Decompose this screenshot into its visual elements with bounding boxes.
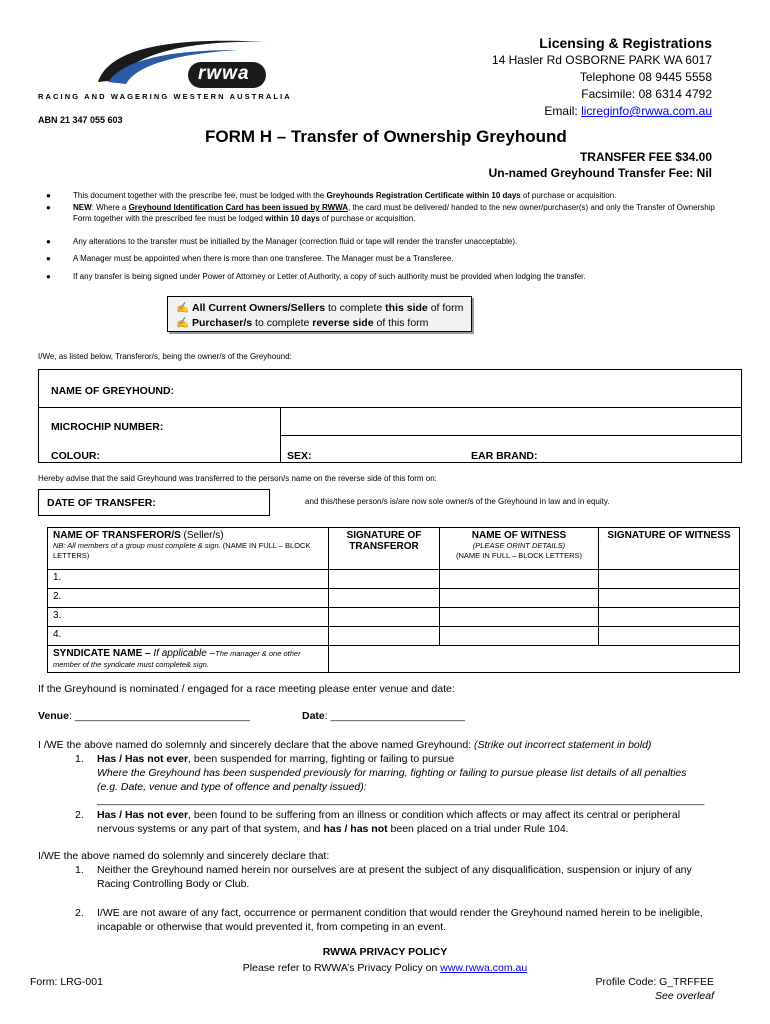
penalty-details-instruction: Where the Greyhound has been suspended previously for marring, fighting or failing to pursue please list details of all penalties (e.g. Date, venue and type of offence and penalty issued): xyxy=(97,767,687,793)
address: 14 Hasler Rd OSBORNE PARK WA 6017 xyxy=(491,53,712,67)
email-label: Email: xyxy=(544,104,582,118)
date-of-transfer-label: DATE OF TRANSFER: xyxy=(47,497,156,509)
declaration-2-num-2: 2. xyxy=(75,907,84,919)
abn: ABN 21 347 055 603 xyxy=(38,115,123,125)
telephone: Telephone 08 9445 5558 xyxy=(579,70,712,84)
declaration-2-num-1: 1. xyxy=(75,864,84,876)
see-overleaf: See overleaf xyxy=(655,990,714,1002)
notice-owners: ✍ All Current Owners/Sellers to complete this side of form xyxy=(176,302,464,314)
table-row xyxy=(48,589,740,608)
table-row xyxy=(48,627,740,646)
privacy-link[interactable]: www.rwwa.com.au xyxy=(440,962,528,974)
bullet-4: A Manager must be appointed when there is more than one transferee. The Manager must be a Transferee. xyxy=(73,254,454,263)
row-number[interactable]: 2. xyxy=(48,589,329,608)
rwwa-logo xyxy=(38,32,328,104)
table-row xyxy=(48,570,740,589)
profile-code: Profile Code: G_TRFFEE xyxy=(595,976,714,988)
form-number: Form: LRG-001 xyxy=(30,976,103,988)
form-title: FORM H – Transfer of Ownership Greyhound xyxy=(205,127,567,146)
declaration-1-intro: I /WE the above named do solemnly and sincerely declare that the above named Greyhound: (Strike out incorrect statement in bold) xyxy=(38,739,652,751)
syndicate-row xyxy=(48,646,740,673)
venue-field[interactable]: Venue: ______________________________ xyxy=(38,710,250,722)
rwwa-swoosh-icon xyxy=(38,32,328,92)
transferor-intro: I/We, as listed below, Transferor/s, being the owner/s of the Greyhound: xyxy=(38,352,292,361)
privacy-title: RWWA PRIVACY POLICY xyxy=(322,946,448,958)
table-row xyxy=(48,608,740,627)
facsimile: Facsimile: 08 6314 4792 xyxy=(581,87,712,101)
row-number[interactable]: 3. xyxy=(48,608,329,627)
notice-purchasers: ✍ Purchaser/s to complete reverse side of this form xyxy=(176,317,429,329)
syndicate-name-field[interactable] xyxy=(329,646,740,673)
declaration-2-item-1: Neither the Greyhound named herein nor ourselves are at present the subject of any disqualification, suspension or injury of any Racing Controlling Body or Club. xyxy=(97,864,692,890)
declaration-2-item-2: I/WE are not aware of any fact, occurrence or permanent condition that would render the Greyhound named herein to be ineligible, incapable or otherwise that would prevented it, from competing in an event. xyxy=(97,907,703,933)
bullet-3: Any alterations to the transfer must be initialled by the Manager (correction fluid or tape will render the transfer unacceptable). xyxy=(73,237,518,246)
col-header-signature-witness: SIGNATURE OF WITNESS xyxy=(599,528,740,570)
pen-icon: ✍ xyxy=(176,302,190,314)
org-name: RACING AND WAGERING WESTERN AUSTRALIA xyxy=(38,92,292,101)
declaration-2-intro: I/WE the above named do solemnly and sincerely declare that: xyxy=(38,850,330,862)
privacy-text: Please refer to RWWA’s Privacy Policy on www.rwwa.com.au xyxy=(242,962,528,974)
sex-label: SEX: xyxy=(287,450,312,462)
contact-block xyxy=(492,34,712,120)
name-of-greyhound-label: NAME OF GREYHOUND: xyxy=(51,385,175,397)
unnamed-fee: Un-named Greyhound Transfer Fee: Nil xyxy=(488,166,712,180)
greyhound-details-table xyxy=(38,369,742,463)
email-link[interactable]: licreginfo@rwwa.com.au xyxy=(581,104,712,118)
ear-brand-label: EAR BRAND: xyxy=(471,450,538,462)
declaration-1-num-2: 2. xyxy=(75,809,84,821)
pen-icon: ✍ xyxy=(176,317,190,329)
microchip-field[interactable] xyxy=(283,410,738,432)
transferor-table xyxy=(47,527,740,673)
bullet-5: If any transfer is being signed under Power of Attorney or Letter of Authority, a copy of such authority must be provided when lodging the transfer. xyxy=(73,272,586,281)
bullet-icon: ● xyxy=(46,237,51,246)
col-header-signature-transferor: SIGNATURE OF TRANSFEROR xyxy=(329,528,440,570)
department-title: Licensing & Registrations xyxy=(539,35,712,51)
declaration-1-num-1: 1. xyxy=(75,753,84,765)
declaration-1-item-1: Has / Has not ever, been suspended for marring, fighting or failing to pursue xyxy=(97,753,455,765)
penalty-details-line[interactable]: ________________________________________________________________________________________________________ xyxy=(97,794,705,806)
date-of-transfer-field[interactable] xyxy=(38,489,270,516)
email-line xyxy=(492,103,712,120)
microchip-label: MICROCHIP NUMBER: xyxy=(51,421,164,433)
row-number[interactable]: 1. xyxy=(48,570,329,589)
race-nomination-text: If the Greyhound is nominated / engaged for a race meeting please enter venue and date: xyxy=(38,683,455,695)
name-of-greyhound-field[interactable] xyxy=(239,374,734,404)
logo-text: rwwa xyxy=(198,63,250,84)
bullet-icon: ● xyxy=(46,272,51,281)
date-field[interactable]: Date: _______________________ xyxy=(302,710,465,722)
bullet-1: This document together with the prescribe fee, must be lodged with the Greyhounds Registration Certificate within 10 days of purchase or acquisition. xyxy=(73,191,617,200)
transfer-fee: TRANSFER FEE $34.00 xyxy=(579,150,712,164)
syndicate-label: SYNDICATE NAME – If applicable –The manager & one other member of the syndicate must complete& sign. xyxy=(48,646,329,673)
row-number[interactable]: 4. xyxy=(48,627,329,646)
bullet-icon: ● xyxy=(46,254,51,263)
colour-label: COLOUR: xyxy=(51,450,100,462)
advise-text: Hereby advise that the said Greyhound was transferred to the person/s name on the reverse side of this form on: xyxy=(38,474,437,483)
sole-owners-text: and this/these person/s is/are now sole owner/s of the Greyhound in law and in equity. xyxy=(305,497,610,506)
bullet-2: NEW: Where a Greyhound Identification Card has been issued by RWWA, the card must be delivered/ handed to the new owner/purchaser(s) and only the Transfer of Ownership Form together with the prescribed fee must be lodged within 10 days of purchase or acquisition. xyxy=(73,203,715,223)
col-header-transferor: NAME OF TRANSFEROR/S (Seller/s) NB: All members of a group must complete & sign. (NAME IN FULL – BLOCK LETTERS) xyxy=(48,528,329,570)
bullet-icon: ● xyxy=(46,203,51,212)
col-header-witness: NAME OF WITNESS (PLEASE ORINT DETAILS) (NAME IN FULL – BLOCK LETTERS) xyxy=(440,528,599,570)
declaration-1-item-2: Has / Has not ever, been found to be suffering from an illness or condition which affects or may affect its central or peripheral nervous systems or any part of that system, and has / has not been placed on a trial under Rule 104. xyxy=(97,809,681,835)
notice-box xyxy=(167,296,472,332)
bullet-icon: ● xyxy=(46,191,51,200)
